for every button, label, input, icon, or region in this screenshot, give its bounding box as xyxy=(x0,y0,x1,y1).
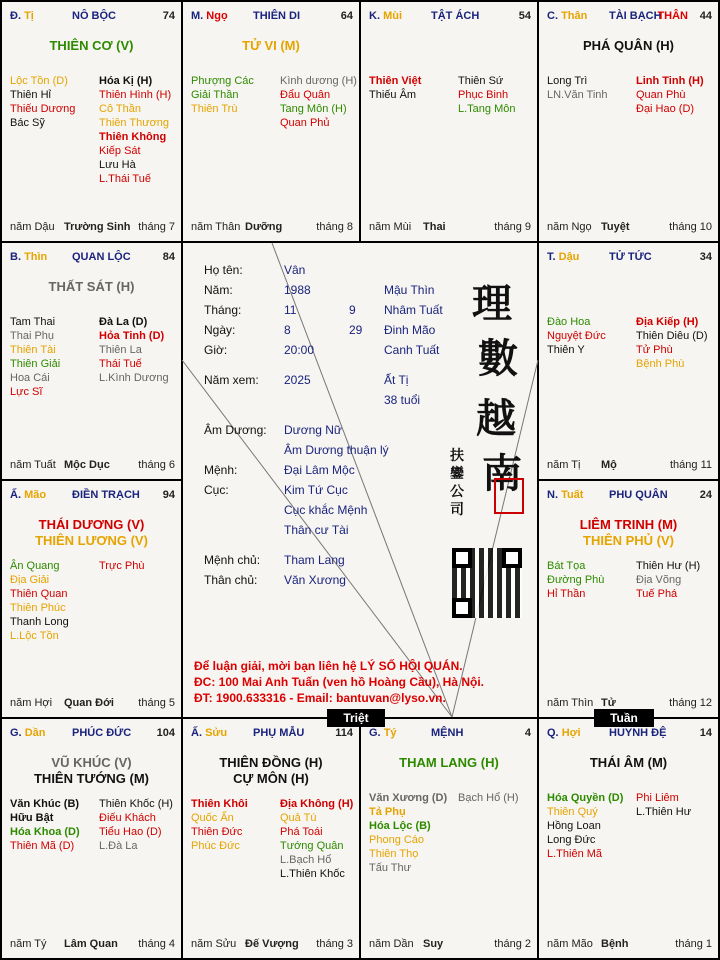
trang-sinh-stage: Mộ xyxy=(601,459,617,471)
month-label: Tháng: xyxy=(204,303,242,317)
amduong-note: Âm Dương thuận lý xyxy=(284,443,389,457)
than-marker: THÂN xyxy=(657,10,688,22)
year-label: năm Hợi xyxy=(10,697,53,709)
minor-star: Thiếu Âm xyxy=(369,89,417,101)
branch-prefix: Đ. xyxy=(10,10,21,22)
dai-han-number: 64 xyxy=(340,10,353,22)
amduong-label: Âm Dương: xyxy=(204,423,267,437)
minor-star: Thiên Diêu (D) xyxy=(636,330,708,342)
year-label: năm Tý xyxy=(10,938,47,950)
qr-finder-1 xyxy=(452,548,472,568)
major-star: THIÊN TƯỚNG (M) xyxy=(33,771,150,786)
branch-name: Thìn xyxy=(24,251,48,263)
minor-star: Đường Phù xyxy=(547,574,605,586)
minor-star: Thiên Không xyxy=(99,131,167,143)
minor-star: Tam Thai xyxy=(10,316,56,328)
minor-star: Quan Phù xyxy=(636,89,686,101)
branch-name: Ngọ xyxy=(206,10,228,22)
year-label: năm Mão xyxy=(547,938,593,950)
tuan-tag: Tuần xyxy=(594,709,654,727)
company-seal-text: 扶 鑾 公 司 xyxy=(450,448,464,518)
minor-star: Thiên La xyxy=(99,344,142,356)
minor-star: LN.Văn Tinh xyxy=(547,89,608,101)
cuc-value: Kim Tứ Cục xyxy=(284,483,348,497)
thanchu-label: Thân chủ: xyxy=(204,573,258,587)
minor-star: Phượng Các xyxy=(191,75,254,87)
minor-star: L.Lộc Tồn xyxy=(10,630,59,642)
branch-name: Tý xyxy=(383,727,397,739)
qr-finder-3 xyxy=(452,598,472,618)
dai-han-number: 14 xyxy=(699,727,712,739)
minor-star: Điếu Khách xyxy=(99,812,156,824)
branch-prefix: B. xyxy=(10,251,21,263)
day-lunar: 29 xyxy=(349,323,363,337)
minor-star: Thiên Hỉ xyxy=(10,89,51,101)
major-star: THẤT SÁT (H) xyxy=(48,279,135,294)
month-can: Nhâm Tuất xyxy=(384,303,443,317)
trang-sinh-stage: Bệnh xyxy=(601,938,629,950)
calligraphy-char-1: 理 xyxy=(472,280,512,327)
trang-sinh-stage: Mộc Dục xyxy=(64,459,110,471)
minor-star: Long Đức xyxy=(547,834,596,846)
year-label: Năm: xyxy=(204,283,233,297)
branch-name: Sửu xyxy=(205,727,228,739)
trang-sinh-stage: Trường Sinh xyxy=(64,221,131,233)
minor-star: Hóa Quyền (D) xyxy=(547,792,624,804)
palace-name: QUAN LỘC xyxy=(72,251,131,263)
minor-star: Thiên Hình (H) xyxy=(99,89,172,101)
palace-name: TẬT ÁCH xyxy=(431,10,480,22)
minor-star: Hỉ Thần xyxy=(547,588,586,600)
branch-prefix: G. xyxy=(10,727,22,739)
dai-han-number: 104 xyxy=(156,727,175,739)
branch-name: Tuất xyxy=(561,489,584,501)
center-info-panel xyxy=(182,242,538,718)
dai-han-number: 94 xyxy=(162,489,175,501)
minor-star: Thiên Y xyxy=(547,344,585,356)
dai-han-number: 34 xyxy=(699,251,712,263)
view-year-label: Năm xem: xyxy=(204,373,259,387)
minor-star: Tử Phù xyxy=(636,344,673,356)
minor-star: Thiếu Dương xyxy=(10,103,76,115)
minor-star: Phúc Đức xyxy=(191,840,240,852)
thanchu-value: Văn Xương xyxy=(284,573,346,587)
palace-name: HUYNH ĐỆ xyxy=(609,727,667,739)
dai-han-number: 84 xyxy=(162,251,175,263)
branch-prefix: N. xyxy=(547,489,558,501)
minor-star: Địa Kiếp (H) xyxy=(636,316,699,328)
minor-star: Thiên Việt xyxy=(369,75,422,87)
minor-star: Linh Tinh (H) xyxy=(636,75,704,87)
minor-star: Đà La (D) xyxy=(99,316,148,328)
branch-prefix: Ấ. xyxy=(191,727,202,739)
hour-can: Canh Tuất xyxy=(384,343,440,357)
minor-star: Thiên Trù xyxy=(191,103,238,115)
year-label: năm Thân xyxy=(191,221,241,233)
triet-tag: Triệt xyxy=(327,709,385,727)
palace-name: MỆNH xyxy=(431,727,464,739)
minor-star: Kiếp Sát xyxy=(99,145,141,157)
minor-star: Thiên Quan xyxy=(10,588,68,600)
month-label: tháng 1 xyxy=(675,938,712,950)
minor-star: Thiên Sứ xyxy=(458,75,504,87)
year-label: năm Dậu xyxy=(10,221,55,233)
branch-prefix: C. xyxy=(547,10,558,22)
major-star: TỬ VI (M) xyxy=(242,38,300,53)
minor-star: Thiên Khốc (H) xyxy=(99,798,173,810)
trang-sinh-stage: Thai xyxy=(423,221,446,233)
menhchu-value: Tham Lang xyxy=(284,553,345,567)
year-label: năm Tị xyxy=(547,459,581,471)
month-label: tháng 4 xyxy=(138,938,175,950)
major-star: LIÊM TRINH (M) xyxy=(579,517,678,532)
palace-name: PHỤ MẪU xyxy=(253,727,305,739)
minor-star: Tấu Thư xyxy=(369,862,412,874)
minor-star: L.Kình Dương xyxy=(99,372,169,384)
minor-star: Trực Phù xyxy=(99,560,145,572)
major-star: THIÊN LƯƠNG (V) xyxy=(35,533,148,548)
month-label: tháng 5 xyxy=(138,697,175,709)
trang-sinh-stage: Suy xyxy=(423,938,444,950)
month-lunar: 9 xyxy=(349,303,356,317)
minor-star: Tuế Phá xyxy=(636,588,678,600)
minor-star: Thiên Phúc xyxy=(10,602,66,614)
age-value: 38 tuổi xyxy=(384,393,421,407)
minor-star: Tiểu Hao (D) xyxy=(99,826,162,838)
minor-star: Hồng Loan xyxy=(547,820,601,832)
dai-han-number: 44 xyxy=(699,10,712,22)
minor-star: Địa Không (H) xyxy=(280,798,354,810)
year-label: năm Tuất xyxy=(10,459,56,471)
minor-star: Bát Tọa xyxy=(547,560,586,572)
palace-name: TÀI BẠCH xyxy=(609,10,662,22)
year-label: năm Ngọ xyxy=(547,221,592,233)
minor-star: Địa Võng xyxy=(636,574,682,586)
contact-line-3: ĐT: 1900.633316 - Email: bantuvan@lyso.vn. xyxy=(194,691,446,705)
day-solar: 8 xyxy=(284,323,291,337)
minor-star: Tả Phụ xyxy=(369,806,406,818)
cuc-label: Cục: xyxy=(204,483,229,497)
minor-star: Thiên Quý xyxy=(547,806,598,818)
minor-star: Tang Môn (H) xyxy=(280,103,347,115)
trang-sinh-stage: Quan Đới xyxy=(64,697,114,709)
minor-star: Hóa Kị (H) xyxy=(99,75,153,87)
minor-star: Bạch Hổ (H) xyxy=(458,792,519,804)
qr-finder-2 xyxy=(502,548,522,568)
minor-star: Thiên Giải xyxy=(10,358,61,370)
dai-han-number: 54 xyxy=(518,10,531,22)
palace-name: NÔ BỘC xyxy=(72,10,116,22)
major-star: THIÊN CƠ (V) xyxy=(49,38,134,53)
branch-name: Dần xyxy=(24,727,46,739)
minor-star: Phi Liêm xyxy=(636,792,679,804)
palace-name: THIÊN DI xyxy=(253,10,301,22)
major-star: THIÊN PHỦ (V) xyxy=(583,533,674,548)
branch-prefix: Q. xyxy=(547,727,559,739)
minor-star: Phong Cáo xyxy=(369,834,425,846)
menhchu-label: Mệnh chủ: xyxy=(204,553,261,567)
minor-star: Thai Phụ xyxy=(10,330,55,342)
minor-star: Hóa Khoa (D) xyxy=(10,826,80,838)
month-label: tháng 11 xyxy=(669,459,712,471)
major-star: THÁI ÂM (M) xyxy=(589,755,668,770)
cuc-note: Cục khắc Mệnh xyxy=(284,503,368,517)
minor-star: Thiên Mã (D) xyxy=(10,840,75,852)
minor-star: Hữu Bật xyxy=(10,812,54,824)
palace-name: TỬ TỨC xyxy=(609,251,652,263)
major-star: CỰ MÔN (H) xyxy=(233,771,309,786)
year-label: năm Sửu xyxy=(191,938,237,950)
major-star: THAM LANG (H) xyxy=(399,755,499,770)
minor-star: Thiên Khôi xyxy=(191,798,248,810)
minor-star: Phục Binh xyxy=(458,89,509,101)
month-label: tháng 9 xyxy=(494,221,531,233)
day-label: Ngày: xyxy=(204,323,236,337)
branch-name: Dậu xyxy=(558,251,580,263)
minor-star: Bác Sỹ xyxy=(10,117,45,129)
major-star: THÁI DƯƠNG (V) xyxy=(38,517,145,532)
minor-star: Văn Khúc (B) xyxy=(10,798,80,810)
menh-value: Đại Lâm Mộc xyxy=(284,463,355,477)
calligraphy-char-2: 數 xyxy=(478,335,518,382)
month-label: tháng 12 xyxy=(669,697,712,709)
minor-star: Quả Tú xyxy=(280,812,317,824)
branch-prefix: T. xyxy=(547,251,556,263)
red-seal xyxy=(494,478,524,514)
calligraphy-char-4: 南 xyxy=(482,450,522,497)
month-label: tháng 6 xyxy=(138,459,175,471)
name-value: Vân xyxy=(284,263,306,277)
hour-value: 20:00 xyxy=(284,343,315,357)
minor-star: Ân Quang xyxy=(10,560,60,572)
dai-han-number: 114 xyxy=(335,727,353,739)
month-label: tháng 3 xyxy=(316,938,353,950)
branch-prefix: M. xyxy=(191,10,204,22)
hour-label: Giờ: xyxy=(204,343,228,357)
minor-star: Thiên Thương xyxy=(99,117,170,129)
trang-sinh-stage: Tử xyxy=(601,697,616,709)
minor-star: Nguyệt Đức xyxy=(547,330,606,342)
major-star: THIÊN ĐỒNG (H) xyxy=(219,755,323,770)
year-label: năm Dần xyxy=(369,938,414,950)
minor-star: Lưu Hà xyxy=(99,159,136,171)
minor-star: Tướng Quân xyxy=(280,840,344,852)
minor-star: Đẩu Quân xyxy=(280,89,331,101)
minor-star: L.Thiên Khốc xyxy=(280,868,345,880)
month-label: tháng 2 xyxy=(494,938,531,950)
palace-name: ĐIỀN TRẠCH xyxy=(72,489,140,501)
minor-star: Quốc Ấn xyxy=(191,812,234,824)
minor-star: Thiên Đức xyxy=(191,826,243,838)
minor-star: Đại Hao (D) xyxy=(636,103,695,115)
minor-star: Văn Xương (D) xyxy=(369,792,448,804)
year-label: năm Thìn xyxy=(547,697,594,709)
than-cu-note: Thân cư Tài xyxy=(284,523,349,537)
minor-star: L.Thiên Hư xyxy=(636,806,692,818)
minor-star: Lộc Tồn (D) xyxy=(10,75,68,87)
minor-star: Hoa Cái xyxy=(10,372,50,384)
minor-star: Phá Toái xyxy=(280,826,323,838)
minor-star: Thanh Long xyxy=(10,616,69,628)
minor-star: Thiên Thọ xyxy=(369,848,419,860)
minor-star: Thái Tuế xyxy=(99,358,142,370)
trang-sinh-stage: Tuyệt xyxy=(601,221,630,233)
year-can: Mậu Thìn xyxy=(384,283,435,297)
branch-name: Thân xyxy=(561,10,588,22)
dai-han-number: 4 xyxy=(524,727,531,739)
dai-han-number: 74 xyxy=(162,10,175,22)
minor-star: Long Trì xyxy=(547,75,588,87)
palace-name: PHU QUÂN xyxy=(609,489,668,501)
minor-star: Địa Giải xyxy=(10,574,50,586)
year-label: năm Mùi xyxy=(369,221,412,233)
year-value: 1988 xyxy=(284,283,311,297)
minor-star: Cô Thần xyxy=(99,103,141,115)
minor-star: L.Thiên Mã xyxy=(547,848,603,860)
month-label: tháng 7 xyxy=(138,221,175,233)
branch-prefix: K. xyxy=(369,10,380,22)
month-solar: 11 xyxy=(284,303,297,317)
branch-name: Mão xyxy=(24,489,47,501)
branch-name: Mùi xyxy=(383,10,403,22)
menh-label: Mệnh: xyxy=(204,463,238,477)
minor-star: L.Tang Môn xyxy=(458,103,516,115)
branch-prefix: G. xyxy=(369,727,381,739)
amduong-value: Dương Nữ xyxy=(284,423,342,437)
palace-name: PHÚC ĐỨC xyxy=(72,727,132,739)
branch-prefix: Ấ. xyxy=(10,489,21,501)
month-label: tháng 10 xyxy=(669,221,712,233)
major-star: PHÁ QUÂN (H) xyxy=(583,38,674,53)
view-year-value: 2025 xyxy=(284,373,311,387)
minor-star: Kình dương (H) xyxy=(280,75,357,87)
minor-star: L.Bạch Hổ xyxy=(280,854,332,866)
trang-sinh-stage: Đế Vượng xyxy=(245,938,299,950)
day-can: Đinh Mão xyxy=(384,323,436,337)
trang-sinh-stage: Lâm Quan xyxy=(64,938,118,950)
minor-star: L.Đà La xyxy=(99,840,138,852)
month-label: tháng 8 xyxy=(316,221,353,233)
minor-star: Giải Thần xyxy=(191,89,239,101)
minor-star: Thiên Tài xyxy=(10,344,56,356)
minor-star: Lực Sĩ xyxy=(10,386,43,398)
minor-star: Hỏa Tinh (D) xyxy=(99,330,165,342)
major-star: VŨ KHÚC (V) xyxy=(51,755,132,770)
view-year-can: Ất Tị xyxy=(384,373,409,387)
name-label: Họ tên: xyxy=(204,263,243,277)
minor-star: Hóa Lộc (B) xyxy=(369,820,431,832)
minor-star: L.Thái Tuế xyxy=(99,173,151,185)
calligraphy-char-3: 越 xyxy=(476,395,516,442)
contact-line-2: ĐC: 100 Mai Anh Tuấn (ven hồ Hoàng Cầu), Hà Nội. xyxy=(194,675,485,689)
minor-star: Bệnh Phù xyxy=(636,358,685,370)
contact-line-1: Để luận giải, mời bạn liên hệ LÝ SỐ HỘI QUÁN. xyxy=(194,659,463,673)
minor-star: Thiên Hư (H) xyxy=(636,560,701,572)
branch-name: Tị xyxy=(24,10,34,22)
dai-han-number: 24 xyxy=(699,489,712,501)
minor-star: Đào Hoa xyxy=(547,316,591,328)
minor-star: Quan Phủ xyxy=(280,117,330,129)
branch-name: Hợi xyxy=(561,727,581,739)
trang-sinh-stage: Dưỡng xyxy=(245,221,283,233)
